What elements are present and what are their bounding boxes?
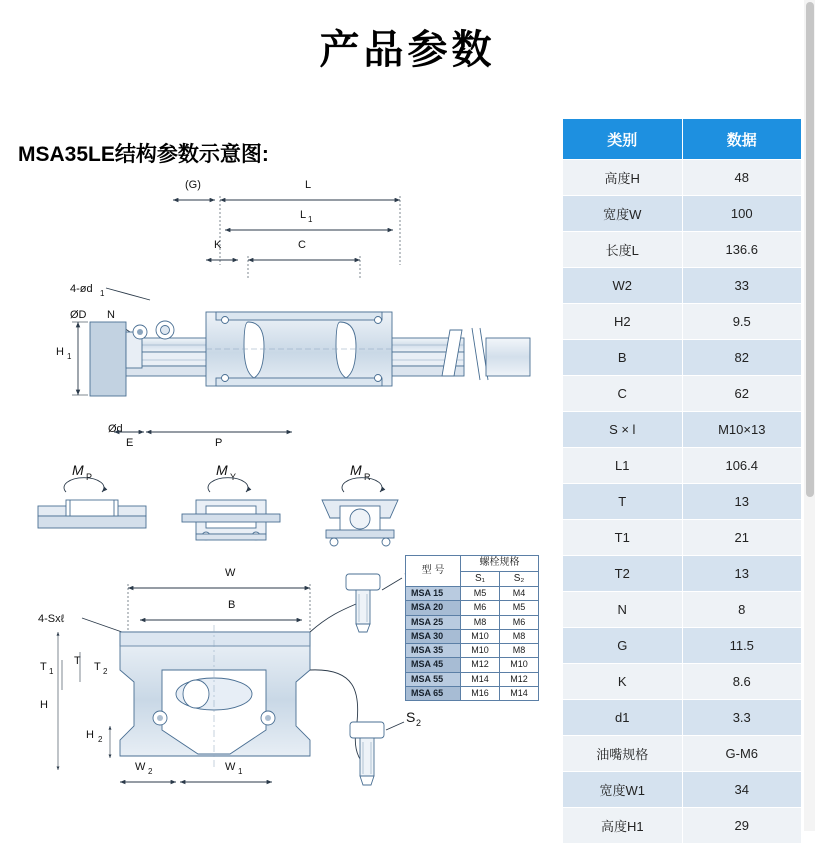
svg-text:W: W (135, 761, 146, 773)
param-value: 11.5 (682, 628, 802, 664)
param-value: 9.5 (682, 304, 802, 340)
svg-text:4-Sxℓ: 4-Sxℓ (38, 613, 65, 625)
svg-text:M: M (216, 462, 228, 478)
svg-text:W: W (225, 567, 236, 579)
bolt-table-model-header: 型 号 (406, 556, 461, 587)
param-label: T (563, 484, 683, 520)
svg-text:K: K (214, 239, 222, 251)
param-value: G-M6 (682, 736, 802, 772)
param-label: 宽度W (563, 196, 683, 232)
svg-text:4-ød: 4-ød (70, 283, 93, 295)
table-row (563, 772, 802, 808)
table-row (563, 196, 802, 232)
table-row (406, 601, 539, 615)
svg-text:M: M (72, 462, 84, 478)
svg-text:2: 2 (98, 735, 103, 744)
svg-text:C: C (298, 239, 306, 251)
svg-text:Y: Y (230, 472, 237, 482)
table-row (406, 629, 539, 643)
page-scrollbar-track[interactable] (804, 0, 815, 831)
svg-text:2: 2 (416, 718, 422, 728)
bolt-model: MSA 20 (406, 601, 461, 615)
parameter-table-header-value: 数据 (682, 119, 802, 160)
bolt-model: MSA 45 (406, 658, 461, 672)
param-label: T2 (563, 556, 683, 592)
svg-text:(G): (G) (185, 179, 201, 191)
svg-text:2: 2 (103, 667, 108, 676)
page-title: 产品参数 (319, 28, 496, 72)
bolt-table-header-row (406, 556, 539, 572)
bolt-s2: M14 (500, 686, 539, 700)
table-row (406, 644, 539, 658)
param-value: 13 (682, 484, 802, 520)
param-label: 宽度W1 (563, 772, 683, 808)
page-scrollbar-thumb[interactable] (806, 2, 814, 497)
param-label: T1 (563, 520, 683, 556)
param-label: H2 (563, 304, 683, 340)
svg-text:1: 1 (238, 767, 243, 776)
svg-text:2: 2 (148, 767, 153, 776)
table-row (563, 628, 802, 664)
diagram-pane (0, 100, 560, 830)
table-row (563, 664, 802, 700)
bolt-table-s2-header: S₂ (500, 571, 539, 587)
bolt-model: MSA 55 (406, 672, 461, 686)
bolt-s1: M8 (461, 615, 500, 629)
bolt-s1: M12 (461, 658, 500, 672)
bolt-model: MSA 15 (406, 587, 461, 601)
param-value: 13 (682, 556, 802, 592)
svg-text:T: T (74, 655, 81, 667)
table-row (563, 484, 802, 520)
param-value: 33 (682, 268, 802, 304)
param-label: S × l (563, 412, 683, 448)
svg-text:Ød: Ød (108, 423, 123, 435)
param-value: M10×13 (682, 412, 802, 448)
svg-text:H: H (56, 346, 64, 358)
table-row (406, 686, 539, 700)
svg-text:P: P (215, 437, 223, 449)
svg-text:E: E (126, 437, 134, 449)
svg-text:L: L (305, 179, 312, 191)
table-row (563, 412, 802, 448)
param-value: 34 (682, 772, 802, 808)
table-row (563, 268, 802, 304)
table-row (563, 556, 802, 592)
svg-text:R: R (364, 472, 371, 482)
bolt-table-title: 螺栓规格 (461, 556, 539, 572)
param-label: B (563, 340, 683, 376)
param-value: 29 (682, 808, 802, 844)
svg-text:1: 1 (49, 667, 54, 676)
bolt-s2: M6 (500, 615, 539, 629)
svg-text:M: M (350, 462, 362, 478)
table-row (406, 672, 539, 686)
svg-text:1: 1 (100, 289, 105, 298)
svg-text:H: H (86, 729, 94, 741)
table-row (563, 736, 802, 772)
bolt-model: MSA 35 (406, 644, 461, 658)
table-row (563, 376, 802, 412)
param-value: 48 (682, 160, 802, 196)
param-value: 21 (682, 520, 802, 556)
param-label: 长度L (563, 232, 683, 268)
bolt-s1: M14 (461, 672, 500, 686)
table-row (563, 340, 802, 376)
table-row (406, 658, 539, 672)
bolt-s2: M8 (500, 629, 539, 643)
table-row (563, 700, 802, 736)
param-value: 136.6 (682, 232, 802, 268)
param-value: 106.4 (682, 448, 802, 484)
table-row (563, 160, 802, 196)
bolt-s2: M8 (500, 644, 539, 658)
param-value: 8.6 (682, 664, 802, 700)
param-value: 3.3 (682, 700, 802, 736)
technical-drawing (10, 170, 555, 810)
bolt-s2: M10 (500, 658, 539, 672)
parameter-table-header-category: 类别 (563, 119, 683, 160)
table-row (406, 615, 539, 629)
bolt-s2: M12 (500, 672, 539, 686)
param-label: K (563, 664, 683, 700)
table-row (563, 448, 802, 484)
bolt-table-s1-header: S₁ (461, 571, 500, 587)
svg-text:W: W (225, 761, 236, 773)
bolt-s2: M4 (500, 587, 539, 601)
svg-text:T: T (40, 661, 47, 673)
svg-text:H: H (40, 699, 48, 711)
bolt-spec-table (405, 555, 539, 701)
param-label: L1 (563, 448, 683, 484)
param-value: 62 (682, 376, 802, 412)
svg-text:T: T (94, 661, 101, 673)
svg-text:1: 1 (67, 352, 72, 361)
table-row (563, 520, 802, 556)
param-value: 100 (682, 196, 802, 232)
bolt-s1: M10 (461, 644, 500, 658)
param-label: d1 (563, 700, 683, 736)
param-label: 油嘴规格 (563, 736, 683, 772)
bolt-s1: M5 (461, 587, 500, 601)
bolt-s2: M5 (500, 601, 539, 615)
param-label: G (563, 628, 683, 664)
bolt-s1: M16 (461, 686, 500, 700)
table-row (563, 592, 802, 628)
bolt-model: MSA 30 (406, 629, 461, 643)
parameter-table-header-row (563, 119, 802, 160)
section-heading: MSA35LE结构参数示意图: (18, 143, 269, 166)
table-row (563, 304, 802, 340)
svg-text:ØD: ØD (70, 309, 87, 321)
param-label: W2 (563, 268, 683, 304)
svg-text:P: P (86, 472, 93, 482)
param-label: 高度H1 (563, 808, 683, 844)
svg-text:L: L (300, 209, 307, 221)
param-label: N (563, 592, 683, 628)
bolt-s1: M10 (461, 629, 500, 643)
svg-text:S: S (406, 709, 416, 725)
param-value: 8 (682, 592, 802, 628)
svg-text:N: N (107, 309, 115, 321)
param-label: C (563, 376, 683, 412)
table-row (563, 232, 802, 268)
bolt-model: MSA 65 (406, 686, 461, 700)
table-row (406, 587, 539, 601)
param-value: 82 (682, 340, 802, 376)
bolt-s1: M6 (461, 601, 500, 615)
table-row (563, 808, 802, 844)
svg-text:1: 1 (308, 215, 313, 224)
param-label: 高度H (563, 160, 683, 196)
parameter-table (562, 118, 802, 844)
bolt-model: MSA 25 (406, 615, 461, 629)
svg-text:B: B (228, 599, 236, 611)
